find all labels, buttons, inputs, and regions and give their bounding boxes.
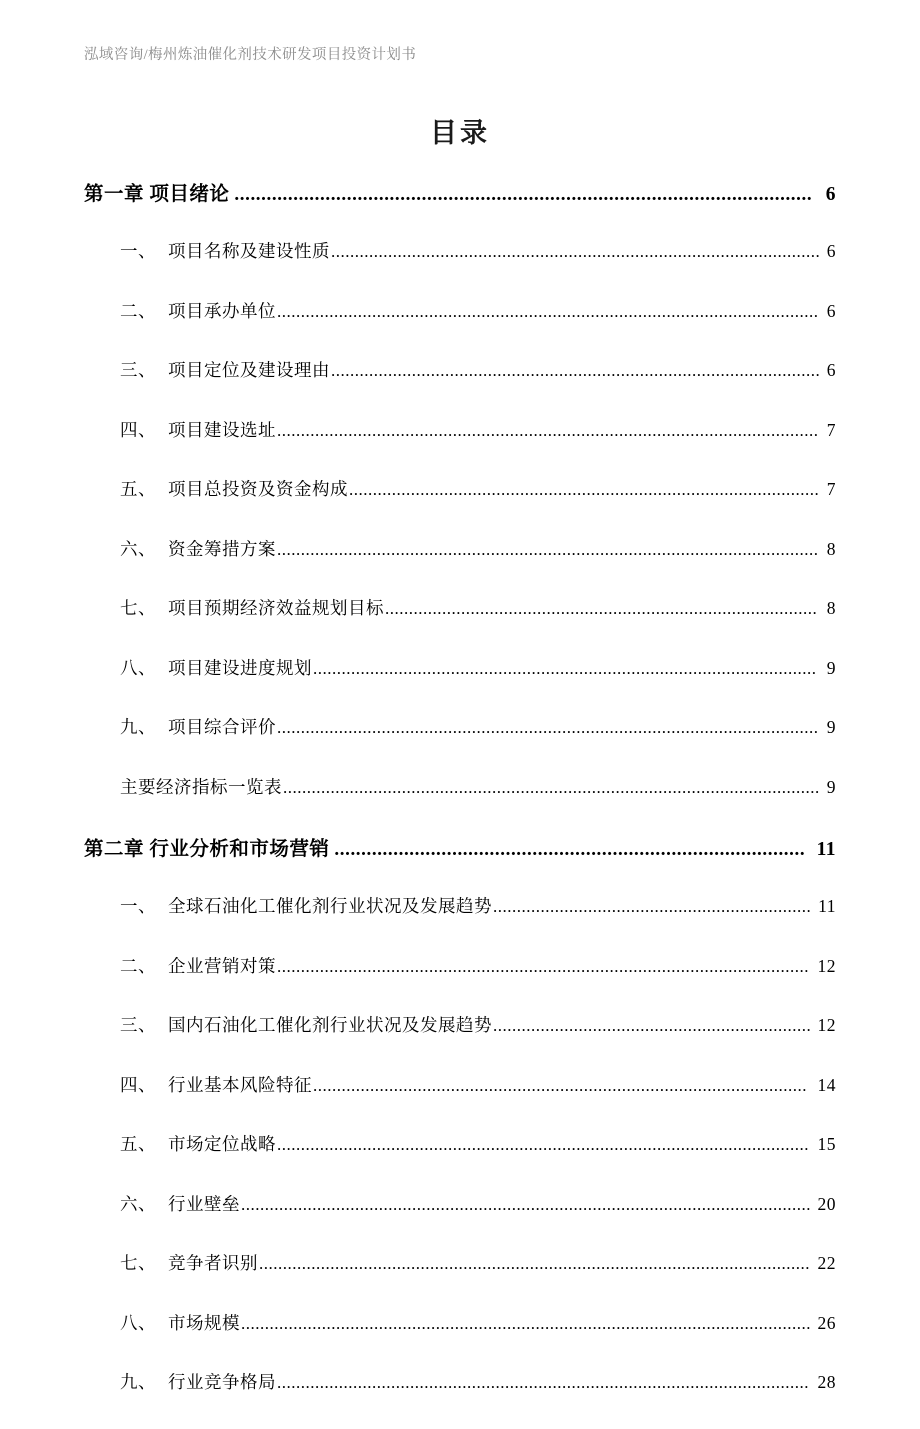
- toc-section-entry[interactable]: [84, 1131, 836, 1191]
- toc-entry-page-number: 15: [817, 1134, 836, 1154]
- toc-entry-label: 项目建设选址: [168, 419, 276, 440]
- toc-entry-page-number: 12: [817, 955, 836, 976]
- toc-entry-page-number: 22: [817, 1253, 836, 1273]
- toc-entry-page-number: 8: [826, 598, 836, 618]
- toc-section-entry[interactable]: [84, 357, 836, 417]
- toc-entry-label: 竞争者识别: [168, 1253, 258, 1273]
- toc-entry-number: 五、: [120, 479, 156, 499]
- toc-entry-label: 行业竞争格局: [168, 1372, 276, 1392]
- toc-dot-leader: .......................................................................................................: [331, 242, 821, 261]
- toc-entry-page-number: 26: [817, 1312, 836, 1333]
- toc-dot-leader: ...........................................................................................: [385, 599, 818, 618]
- toc-entry-page-number: 6: [825, 184, 836, 205]
- toc-section-entry[interactable]: [84, 298, 836, 358]
- toc-entry-page-number: 14: [817, 1074, 836, 1095]
- toc-section-entry[interactable]: [84, 714, 836, 774]
- toc-dot-leader: ..................................................................................................................: [277, 301, 819, 321]
- toc-entry-label: 项目预期经济效益规划目标: [168, 598, 384, 618]
- toc-entry-number: 九、: [120, 717, 156, 737]
- toc-entry-number: 四、: [120, 419, 156, 440]
- toc-dot-leader: ...................................................................: [493, 1016, 812, 1035]
- toc-entry-label: 项目综合评价: [168, 717, 276, 737]
- toc-section-entry[interactable]: [84, 1310, 836, 1370]
- toc-entry-page-number: 11: [816, 839, 836, 860]
- toc-section-entry[interactable]: [84, 953, 836, 1013]
- toc-entry-number: 八、: [120, 1312, 156, 1333]
- toc-entry-label: 第一章 项目绪论: [84, 184, 230, 205]
- toc-entry-page-number: 7: [826, 479, 836, 499]
- page-title: 目录: [430, 118, 490, 148]
- toc-dot-leader: ..................................................................................................................: [277, 718, 819, 737]
- toc-section-entry[interactable]: [84, 417, 836, 477]
- toc-dot-leader: ................................................................................................................: [277, 1135, 809, 1154]
- toc-dot-leader: ....................................................................................................................: [259, 1254, 810, 1273]
- table-of-contents: [84, 178, 836, 1429]
- toc-dot-leader: ................................................................................................................: [277, 1373, 809, 1392]
- toc-entry-page-number: 8: [826, 538, 836, 559]
- toc-entry-number: 八、: [120, 657, 156, 678]
- toc-dot-leader: .................................................................................................................: [283, 777, 820, 797]
- toc-section-entry[interactable]: [84, 1012, 836, 1072]
- toc-dot-leader: ........................................................................................................................: [241, 1313, 811, 1333]
- toc-dot-leader: ...................................................................................................: [349, 480, 820, 499]
- toc-dot-leader: ............................................................................................................: [234, 184, 813, 205]
- toc-entry-page-number: 6: [826, 360, 836, 380]
- toc-entry-label: 国内石油化工催化剂行业状况及发展趋势: [168, 1015, 492, 1035]
- toc-section-entry[interactable]: [84, 774, 836, 834]
- toc-section-entry[interactable]: [84, 476, 836, 536]
- toc-entry-number: 二、: [120, 955, 156, 976]
- toc-section-entry[interactable]: [84, 536, 836, 596]
- running-header: 泓域咨询/梅州炼油催化剂技术研发项目投资计划书: [84, 47, 417, 63]
- toc-chapter-entry[interactable]: [84, 178, 836, 238]
- toc-dot-leader: .......................................................................................................: [331, 361, 821, 380]
- toc-dot-leader: ..................................................................................................................: [277, 539, 819, 559]
- toc-entry-page-number: 9: [826, 776, 836, 797]
- toc-section-entry[interactable]: [84, 893, 836, 953]
- toc-entry-label: 项目建设进度规划: [168, 657, 312, 678]
- toc-entry-number: 三、: [120, 360, 156, 380]
- toc-entry-number: 二、: [120, 300, 156, 321]
- toc-entry-page-number: 7: [826, 419, 836, 440]
- toc-entry-page-number: 9: [826, 717, 836, 737]
- toc-entry-label: 主要经济指标一览表: [120, 776, 282, 797]
- toc-entry-number: 七、: [120, 598, 156, 618]
- toc-entry-label: 项目名称及建设性质: [168, 241, 330, 261]
- toc-entry-label: 项目总投资及资金构成: [168, 479, 348, 499]
- toc-dot-leader: ........................................................................................................: [313, 1075, 807, 1095]
- toc-entry-page-number: 20: [817, 1193, 836, 1214]
- toc-entry-label: 项目承办单位: [168, 300, 276, 321]
- toc-dot-leader: ................................................................................................................: [277, 956, 809, 976]
- toc-section-entry[interactable]: [84, 1250, 836, 1310]
- toc-entry-label: 市场定位战略: [168, 1134, 276, 1154]
- toc-entry-label: 资金筹措方案: [168, 538, 276, 559]
- toc-entry-label: 第二章 行业分析和市场营销: [84, 839, 330, 860]
- toc-dot-leader: ..................................................................................................................: [277, 420, 819, 440]
- toc-dot-leader: ..........................................................................................................: [313, 658, 817, 678]
- toc-section-entry[interactable]: [84, 655, 836, 715]
- toc-section-entry[interactable]: [84, 595, 836, 655]
- toc-dot-leader: ...................................................................: [493, 897, 812, 916]
- toc-entry-page-number: 11: [818, 896, 836, 916]
- toc-entry-number: 五、: [120, 1134, 156, 1154]
- toc-chapter-entry[interactable]: [84, 833, 836, 893]
- toc-dot-leader: ........................................................................................: [334, 839, 806, 860]
- toc-entry-page-number: 28: [817, 1372, 836, 1392]
- toc-entry-number: 四、: [120, 1074, 156, 1095]
- toc-section-entry[interactable]: [84, 1369, 836, 1429]
- toc-entry-number: 七、: [120, 1253, 156, 1273]
- toc-entry-label: 市场规模: [168, 1312, 240, 1333]
- toc-entry-page-number: 6: [826, 300, 836, 321]
- toc-entry-page-number: 9: [826, 657, 836, 678]
- toc-entry-label: 全球石油化工催化剂行业状况及发展趋势: [168, 896, 492, 916]
- toc-dot-leader: ........................................................................................................................: [241, 1194, 811, 1214]
- toc-entry-number: 六、: [120, 1193, 156, 1214]
- toc-entry-number: 一、: [120, 896, 156, 916]
- toc-section-entry[interactable]: [84, 238, 836, 298]
- toc-entry-number: 一、: [120, 241, 156, 261]
- toc-section-entry[interactable]: [84, 1072, 836, 1132]
- toc-entry-page-number: 6: [826, 241, 836, 261]
- toc-entry-label: 行业壁垒: [168, 1193, 240, 1214]
- toc-entry-number: 六、: [120, 538, 156, 559]
- toc-entry-number: 九、: [120, 1372, 156, 1392]
- toc-entry-number: 三、: [120, 1015, 156, 1035]
- toc-section-entry[interactable]: [84, 1191, 836, 1251]
- toc-entry-label: 行业基本风险特征: [168, 1074, 312, 1095]
- toc-entry-page-number: 12: [817, 1015, 836, 1035]
- toc-entry-label: 项目定位及建设理由: [168, 360, 330, 380]
- toc-entry-label: 企业营销对策: [168, 955, 276, 976]
